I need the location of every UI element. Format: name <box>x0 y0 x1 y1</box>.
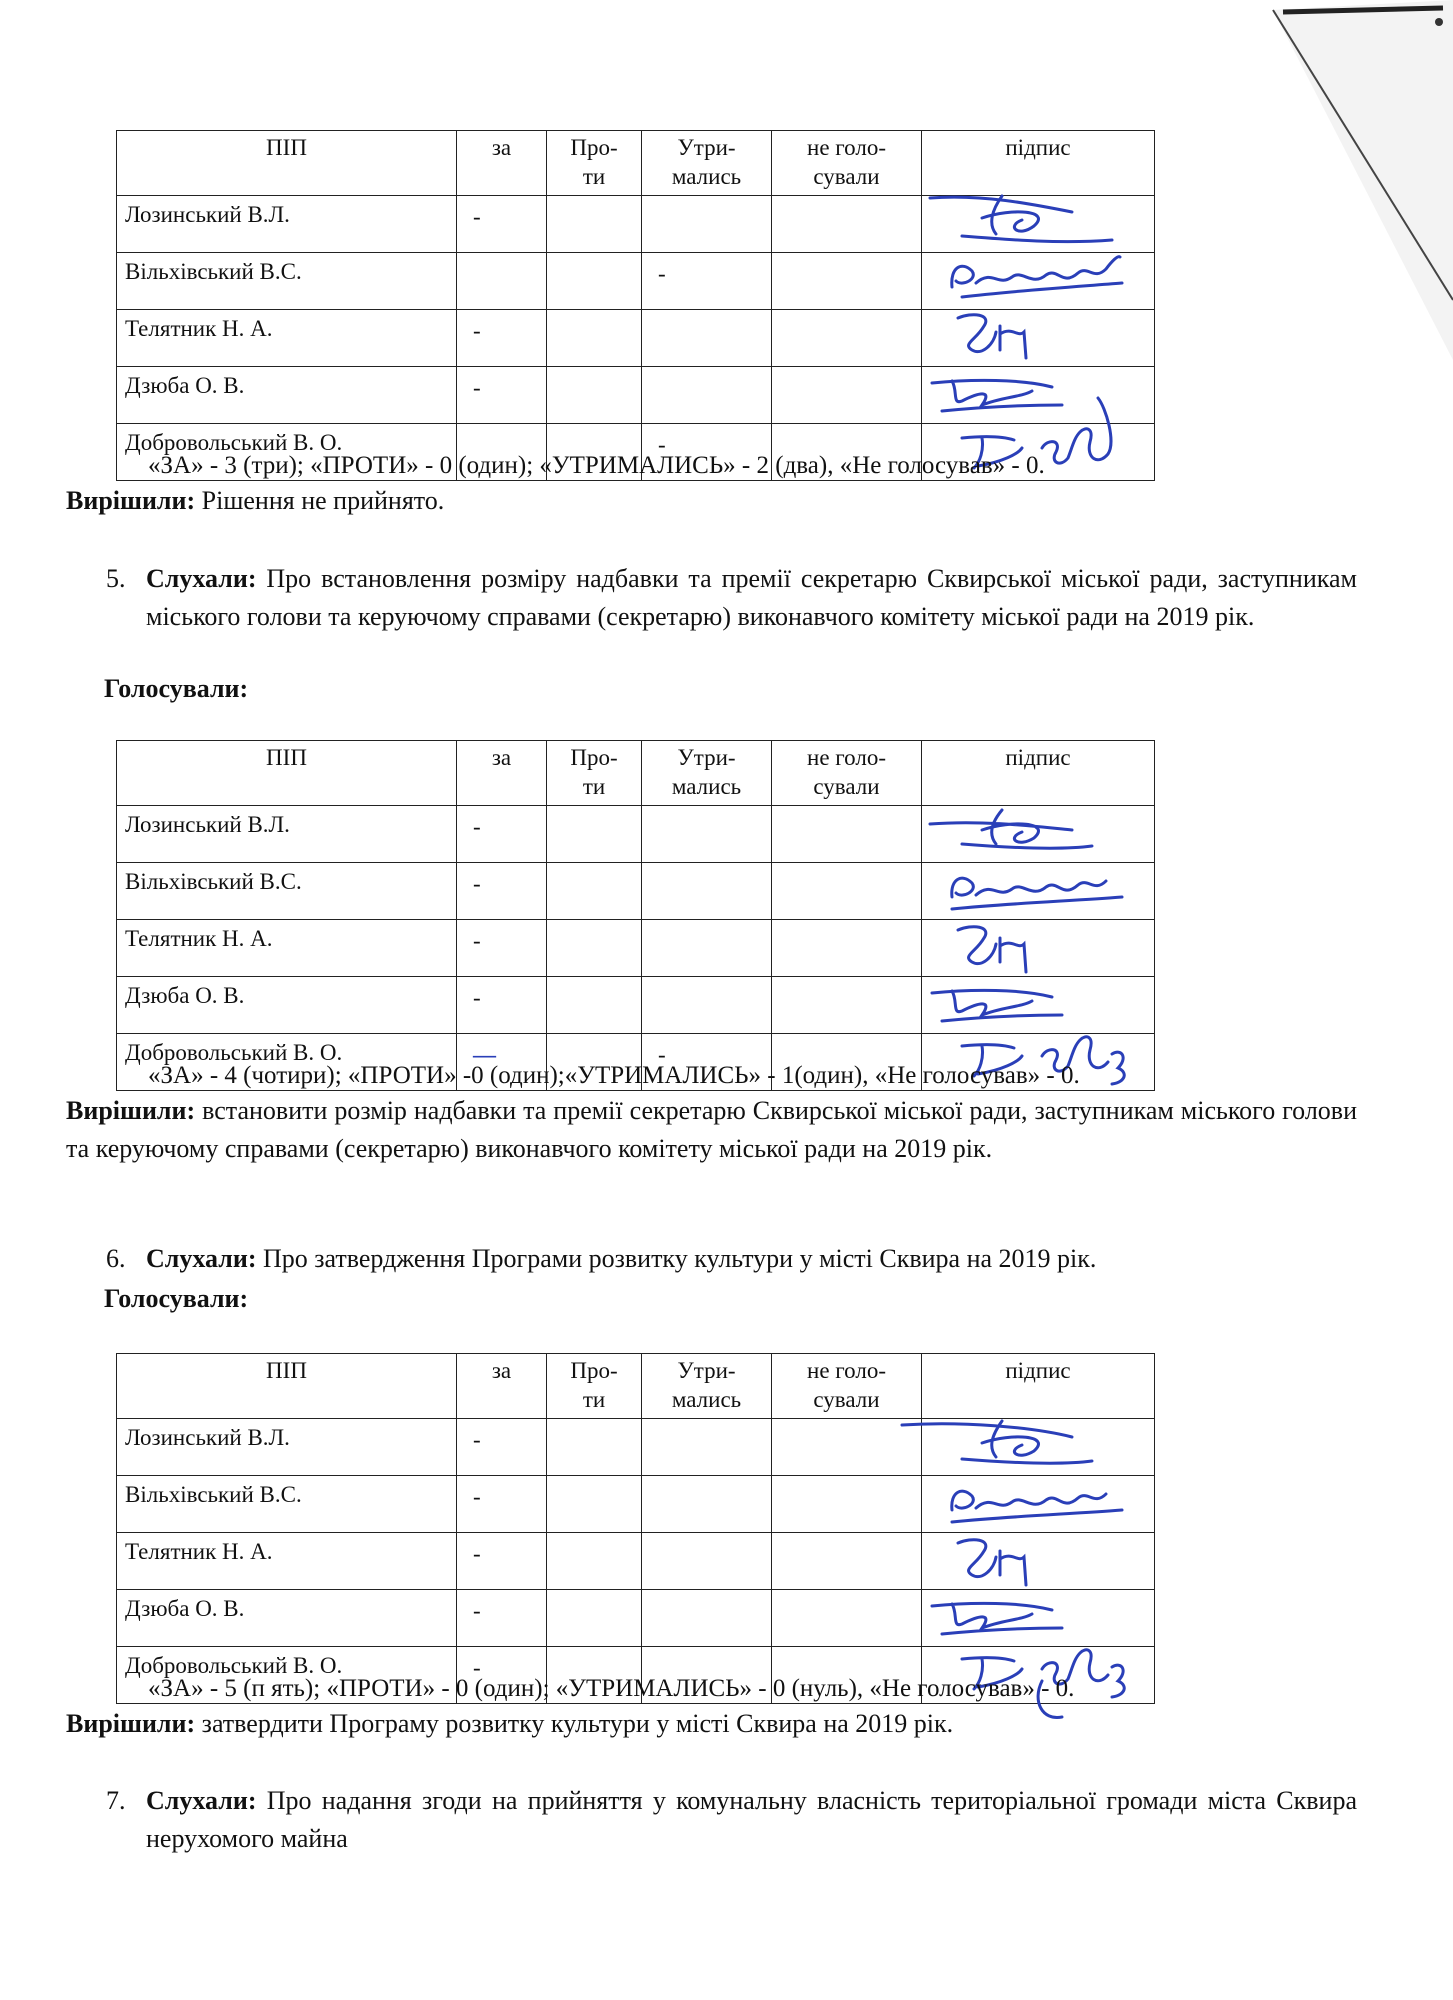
decision-item-5 <box>66 1092 1357 1168</box>
heard-label: Слухали: <box>146 564 257 593</box>
header-for: за <box>457 741 547 806</box>
heard-label: Слухали: <box>146 1244 257 1273</box>
signature-dziuba <box>922 1584 1152 1644</box>
table-row <box>117 1590 1155 1647</box>
vote-against <box>547 196 642 253</box>
heard-text: Про встановлення розміру надбавки та премії секретарю Сквирської міської ради, заступникам міського голови та керуючому справами (секретарю) виконавчого комітету міської ради на 2019 рік. <box>146 564 1357 631</box>
header-name: ПІП <box>117 741 457 806</box>
member-name: Вільхівський В.С. <box>117 863 457 920</box>
header-name: ПІП <box>117 131 457 196</box>
header-for: за <box>457 1354 547 1419</box>
voted-label: Голосували: <box>104 674 249 703</box>
signature-vilkhivskyi <box>922 247 1152 307</box>
member-name: Дзюба О. В. <box>117 977 457 1034</box>
table-row <box>117 1476 1155 1533</box>
vote-abstained <box>642 920 772 977</box>
vote-not-voted <box>772 1476 922 1533</box>
signature-cell <box>922 367 1155 424</box>
member-name: Телятник Н. А. <box>117 1533 457 1590</box>
header-signature: підпис <box>922 131 1155 196</box>
vote-not-voted <box>772 863 922 920</box>
vote-not-voted <box>772 253 922 310</box>
voted-label: Голосували: <box>104 1284 249 1313</box>
member-name: Дзюба О. В. <box>117 1590 457 1647</box>
signature-teliatnyk <box>922 914 1152 974</box>
signature-cell <box>922 1590 1155 1647</box>
member-name: Лозинський В.Л. <box>117 806 457 863</box>
signature-cell <box>922 863 1155 920</box>
vote-not-voted <box>772 367 922 424</box>
decided-text: затвердити Програму розвитку культури у місті Сквира на 2019 рік. <box>195 1709 954 1738</box>
vote-not-voted <box>772 920 922 977</box>
heard-label: Слухали: <box>146 1786 257 1815</box>
member-name: Добровольський В. О. <box>117 1034 457 1091</box>
table-header-row <box>117 131 1155 196</box>
vote-for: - <box>457 367 547 424</box>
decision-item-6 <box>66 1705 953 1743</box>
signature-cell <box>922 310 1155 367</box>
vote-abstained <box>642 310 772 367</box>
item-number-6: 6. <box>106 1244 126 1273</box>
vote-against <box>547 1419 642 1476</box>
vote-table-3 <box>116 1353 1155 1704</box>
vote-abstained <box>642 196 772 253</box>
vote-against <box>547 920 642 977</box>
vote-for: - <box>457 1590 547 1647</box>
header-against: Про- ти <box>547 131 642 196</box>
vote-not-voted <box>772 1419 922 1476</box>
vote-abstained: - <box>642 1034 772 1091</box>
vote-abstained <box>642 1533 772 1590</box>
vote-against <box>547 310 642 367</box>
signature-cell <box>922 806 1155 863</box>
vote-for: — <box>457 1034 547 1091</box>
member-name: Телятник Н. А. <box>117 920 457 977</box>
decided-label: Вирішили: <box>66 486 196 515</box>
vote-abstained <box>642 1419 772 1476</box>
header-for: за <box>457 131 547 196</box>
member-name: Вільхівський В.С. <box>117 253 457 310</box>
vote-against <box>547 1590 642 1647</box>
table-row <box>117 196 1155 253</box>
signature-lozynskyi <box>922 1413 1152 1473</box>
vote-table-2 <box>116 740 1155 1091</box>
vote-for <box>457 253 547 310</box>
vote-abstained: - <box>642 424 772 481</box>
table-row <box>117 977 1155 1034</box>
vote-against <box>547 1533 642 1590</box>
table-row <box>117 920 1155 977</box>
table-row <box>117 863 1155 920</box>
table-row <box>117 253 1155 310</box>
signature-cell <box>922 196 1155 253</box>
vote-against <box>547 367 642 424</box>
table-row <box>117 367 1155 424</box>
heard-text: Про надання згоди на прийняття у комунальну власність територіальної громади міста Сквира нерухомого майна <box>146 1786 1357 1853</box>
item-number-5: 5. <box>106 564 126 593</box>
header-abstained: Утри- мались <box>642 131 772 196</box>
vote-for: - <box>457 310 547 367</box>
header-not-voted: не голо- сували <box>772 1354 922 1419</box>
vote-not-voted <box>772 196 922 253</box>
signature-cell <box>922 977 1155 1034</box>
vote-abstained <box>642 1590 772 1647</box>
vote-not-voted <box>772 310 922 367</box>
member-name: Телятник Н. А. <box>117 310 457 367</box>
vote-for: - <box>457 863 547 920</box>
signature-dziuba <box>922 361 1152 421</box>
signature-dziuba <box>922 971 1152 1031</box>
table-row <box>117 1533 1155 1590</box>
vote-abstained <box>642 1476 772 1533</box>
signature-cell <box>922 920 1155 977</box>
table-header-row <box>117 1354 1155 1419</box>
header-against: Про- ти <box>547 1354 642 1419</box>
table-row <box>117 806 1155 863</box>
heard-item-7 <box>146 1782 1357 1858</box>
vote-abstained <box>642 863 772 920</box>
signature-cell <box>922 1476 1155 1533</box>
tally-item-6: «ЗА» - 5 (п ять); «ПРОТИ» - 0 (один); «УТРИМАЛИСЬ» - 0 (нуль), «Не голосував» - 0. <box>148 1675 1075 1702</box>
vote-against <box>547 806 642 863</box>
vote-not-voted <box>772 1590 922 1647</box>
vote-for: - <box>457 1533 547 1590</box>
member-name: Добровольський В. О. <box>117 424 457 481</box>
header-signature: підпис <box>922 1354 1155 1419</box>
vote-not-voted <box>772 977 922 1034</box>
signature-teliatnyk <box>922 1527 1152 1587</box>
member-name: Вільхівський В.С. <box>117 1476 457 1533</box>
vote-for: - <box>457 196 547 253</box>
item-number-7: 7. <box>106 1786 126 1815</box>
header-against: Про- ти <box>547 741 642 806</box>
heard-item-5 <box>146 560 1357 636</box>
vote-against <box>547 253 642 310</box>
vote-for: - <box>457 1647 547 1704</box>
vote-for: - <box>457 920 547 977</box>
signature-vilkhivskyi <box>922 1470 1152 1530</box>
table-row <box>117 310 1155 367</box>
vote-abstained <box>642 367 772 424</box>
vote-table-1 <box>116 130 1155 481</box>
vote-not-voted <box>772 806 922 863</box>
vote-against <box>547 863 642 920</box>
voted-label-6 <box>104 1280 248 1318</box>
table-header-row <box>117 741 1155 806</box>
vote-not-voted <box>772 1533 922 1590</box>
signature-vilkhivskyi <box>922 857 1152 917</box>
vote-abstained <box>642 977 772 1034</box>
vote-against <box>547 977 642 1034</box>
page-fold-shadow <box>1243 0 1453 360</box>
signature-cell <box>922 1533 1155 1590</box>
header-name: ПІП <box>117 1354 457 1419</box>
member-name: Дзюба О. В. <box>117 367 457 424</box>
signature-teliatnyk <box>922 304 1152 364</box>
decided-label: Вирішили: <box>66 1096 196 1125</box>
vote-against <box>547 1476 642 1533</box>
tally-item-4: «ЗА» - 3 (три); «ПРОТИ» - 0 (один); «УТРИМАЛИСЬ» - 2 (два), «Не голосував» - 0. <box>148 452 1045 479</box>
decided-text: Рішення не прийнято. <box>195 486 445 515</box>
vote-for: - <box>457 1476 547 1533</box>
decided-label: Вирішили: <box>66 1709 196 1738</box>
vote-for: - <box>457 1419 547 1476</box>
vote-abstained <box>642 806 772 863</box>
member-name: Лозинський В.Л. <box>117 196 457 253</box>
voted-label-5 <box>104 670 248 708</box>
tally-item-5: «ЗА» - 4 (чотири); «ПРОТИ» -0 (один);«УТРИМАЛИСЬ» - 1(один), «Не голосував» - 0. <box>148 1062 1080 1089</box>
signature-cell <box>922 1419 1155 1476</box>
signature-cell <box>922 253 1155 310</box>
header-not-voted: не голо- сували <box>772 741 922 806</box>
table-row <box>117 1419 1155 1476</box>
signature-lozynskyi <box>922 190 1152 250</box>
decided-text: встановити розмір надбавки та премії секретарю Сквирської міської ради, заступникам міського голови та керуючому справами (секретарю) виконавчого комітету міської ради на 2019 рік. <box>66 1096 1357 1163</box>
heard-text: Про затвердження Програми розвитку культури у місті Сквира на 2019 рік. <box>256 1244 1097 1273</box>
signature-lozynskyi <box>922 800 1152 860</box>
decision-item-4 <box>66 482 444 520</box>
header-abstained: Утри- мались <box>642 741 772 806</box>
member-name: Лозинський В.Л. <box>117 1419 457 1476</box>
member-name: Добровольський В. О. <box>117 1647 457 1704</box>
header-not-voted: не голо- сували <box>772 131 922 196</box>
vote-for: - <box>457 806 547 863</box>
header-abstained: Утри- мались <box>642 1354 772 1419</box>
vote-abstained: - <box>642 253 772 310</box>
heard-item-6 <box>146 1240 1357 1278</box>
vote-for: - <box>457 977 547 1034</box>
header-signature: підпис <box>922 741 1155 806</box>
